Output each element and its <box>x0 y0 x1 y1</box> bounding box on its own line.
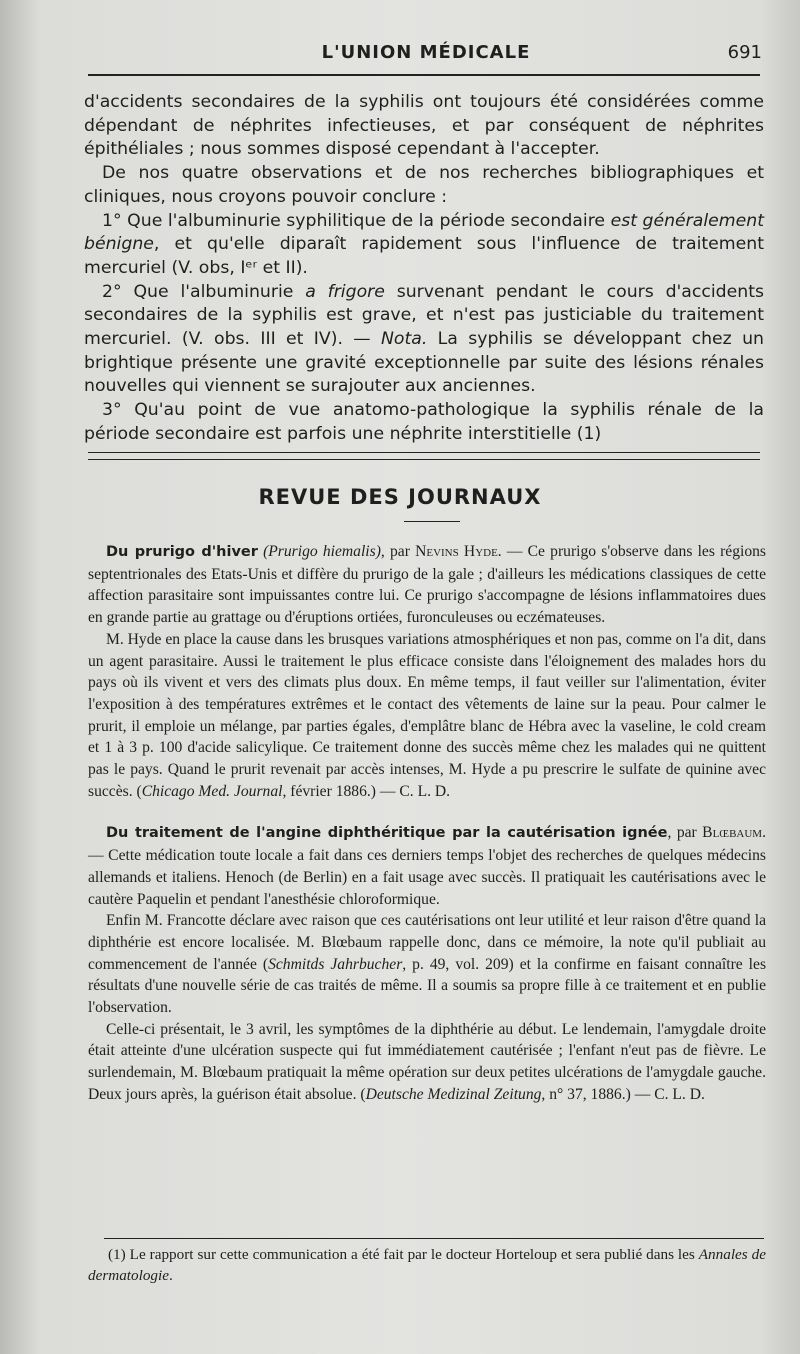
article-angine <box>88 822 766 1105</box>
title-underline <box>404 521 460 522</box>
article-paragraph: Celle-ci présentait, le 3 avril, les symptômes de la diphthérie au début. Le lendemain, l'amygdale droite était atteinte d'une ulcération suspecte qui fut immédiatement cautérisée ; l'enfant n'eut pas de fièvre. Le surlendemain, M. Blœbaum pratiquait la même opération sur deux petites ulcérations de l'amygdale gauche. Deux jours après, la guérison était absolue. (Deutsche Medizinal Zeitung, n° 37, 1886.) — C. L. D. <box>88 1020 766 1103</box>
journal-review-body <box>88 541 766 1106</box>
conclusion-1: 1° Que l'albuminurie syphilitique de la période secondaire est généralement bénigne, et qu'elle diparaît rapidement sous l'influence de traitement mercuriel (V. obs, Iᵉʳ et II). <box>84 210 764 278</box>
section-title: REVUE DES JOURNAUX <box>258 485 542 509</box>
footnote-rule <box>104 1238 764 1239</box>
page-number: 691 <box>727 42 762 63</box>
header-rule <box>88 74 760 76</box>
journal-title: L'UNION MÉDICALE <box>321 42 531 63</box>
article-paragraph: Du prurigo d'hiver (Prurigo hiemalis), par Nevins Hyde. — Ce prurigo s'observe dans les régions septentrionales des Etats-Unis et diffère du prurigo de la gale ; d'ailleurs les médications classiques de cette affection parasitaire sont impuissantes contre lui. Ce prurigo s'accompagne de lésions inflammatoires dues en grande partie au grattage ou d'éruptions ortiées, furonculeuses ou eczémateuses. <box>88 543 766 627</box>
running-head <box>90 42 762 72</box>
article-latin-name: (Prurigo hiemalis) <box>263 543 381 560</box>
article-paragraph: Du traitement de l'angine diphthéritique par la cautérisation ignée, par Blœbaum. — Cette médication toute locale a fait dans ces derniers temps l'objet des recherches de quelques médecins allemands et italiens. Henoch (de Berlin) en a fait usage avec succès. Il pratiquait les cautérisations avec le cautère Paquelin et pendant l'anesthésie chloroformique. <box>88 824 766 908</box>
article-prurigo <box>88 541 766 802</box>
article-source: Deutsche Medizinal Zeitung <box>365 1085 542 1103</box>
conclusions-section <box>84 91 764 447</box>
section-divider <box>88 452 760 460</box>
footnote: (1) Le rapport sur cette communication a été fait par le docteur Horteloup et sera publié dans les Annales de dermatologie. <box>88 1246 766 1284</box>
continued-paragraph: d'accidents secondaires de la syphilis ont toujours été considérées comme dépendant de néphrites infectieuses, et par conséquent de néphrites épithéliales ; nous sommes disposé cependant à l'accepter. <box>84 92 764 160</box>
article-author: Blœbaum <box>702 824 763 842</box>
article-title: Du prurigo d'hiver <box>106 544 258 560</box>
article-paragraph: M. Hyde en place la cause dans les brusques variations atmosphériques et non pas, comme on l'a dit, dans un agent parasitaire. Aussi le traitement le plus efficace consiste dans l'éloignement des malades hors du pays où ils vivent et vers des climats plus doux. En même temps, il faut veiller sur l'alimentation, éviter l'exposition à des températures extrêmes et le contact des vêtements de laine sur la peau. Pour calmer le prurit, il emploie un mélange, par parties égales, d'emplâtre blanc de Hébra avec la vaseline, le cold cream et 1 à 3 p. 100 d'acide salicylique. Ce traitement donne des succès même chez les malades qui ne quittent pas le pays. Quand le prurit revenait par accès intenses, M. Hyde a pu prescrire le sulfate de quinine avec succès. (Chicago Med. Journal, février 1886.) — C. L. D. <box>88 630 766 800</box>
article-author: Nevins Hyde <box>415 543 498 560</box>
article-title: Du traitement de l'angine diphthéritique par la cautérisation ignée <box>106 825 668 842</box>
article-source: Chicago Med. Journal <box>141 782 283 800</box>
conclusion-intro: De nos quatre observations et de nos recherches bibliographiques et cliniques, nous croyons pouvoir conclure : <box>84 163 764 207</box>
article-paragraph: Enfin M. Francotte déclare avec raison que ces cautérisations ont leur utilité et leur raison d'être quand la diphthérie est encore localisée. M. Blœbaum rappelle donc, dans ce mémoire, la note qu'il publiait au commencement de l'année (Schmitds Jahrbucher, p. 49, vol. 209) et la confirme en faisant connaître les résultats d'une nouvelle série de cas traités de même. Il a soumis sa propre fille à ce traitement et en publie l'observation. <box>88 912 767 1017</box>
article-source: Schmitds Jahrbucher <box>268 955 403 973</box>
conclusion-2: 2° Que l'albuminurie a frigore survenant pendant le cours d'accidents secondaires de la syphilis est grave, et n'est pas justiciable du traitement mercuriel. (V. obs. III et IV). — Nota. La syphilis se développant chez un brightique présente une gravité exceptionnelle par suite des lésions rénales nouvelles qui viennent se surajouter aux anciennes. <box>84 281 765 397</box>
conclusion-3: 3° Qu'au point de vue anatomo-pathologique la syphilis rénale de la période secondaire est parfois une néphrite interstitielle (1) <box>84 400 764 444</box>
